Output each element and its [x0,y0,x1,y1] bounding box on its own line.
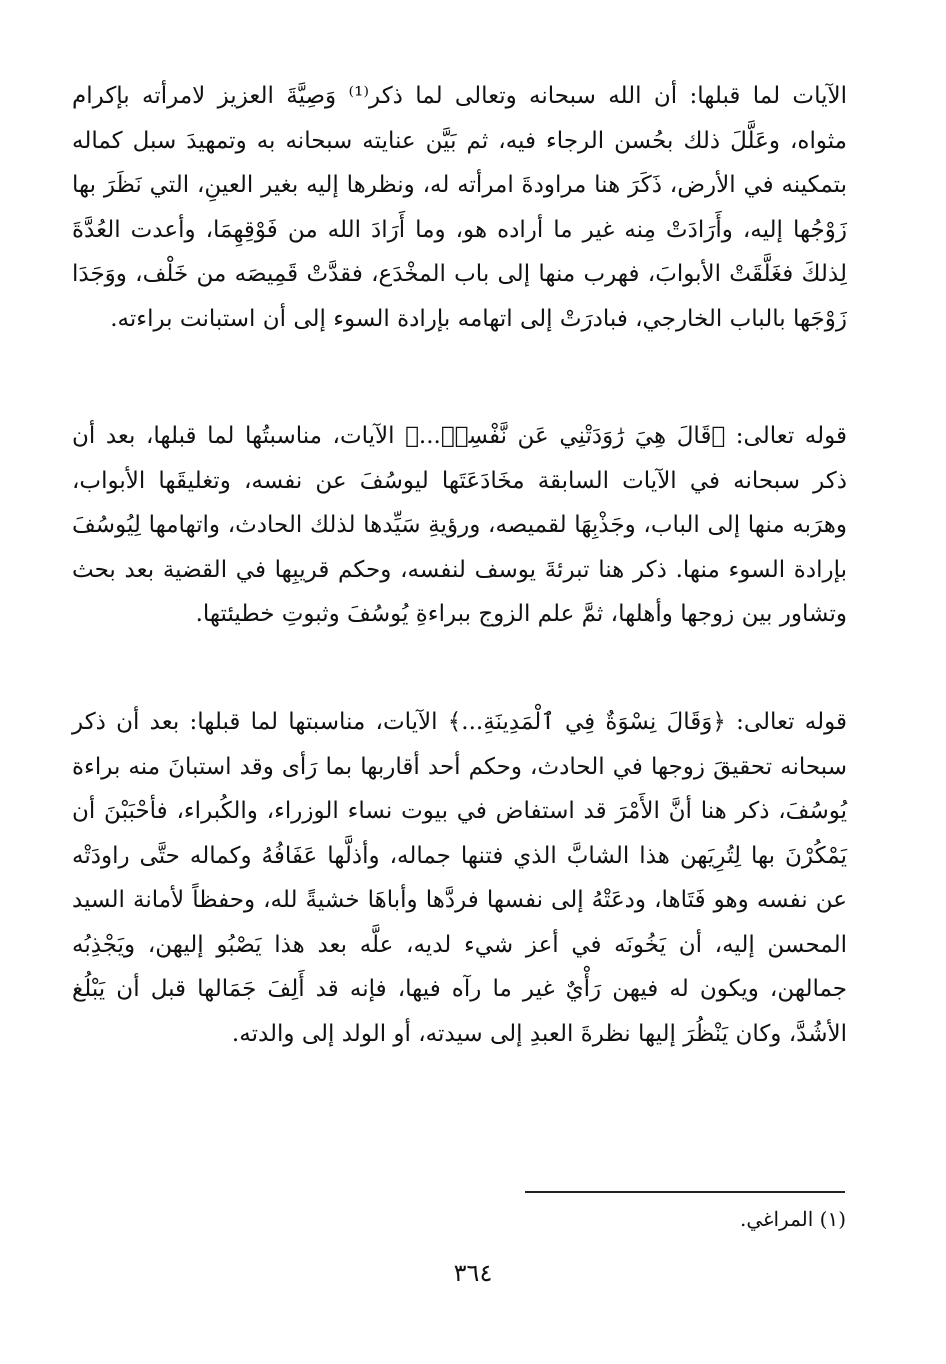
paragraph-3: قوله تعالى: ﴿وَقَالَ نِسْوَةٌ فِي ٱلْمَدِينَةِ...﴾ الآيات، مناسبتها لما قبلها: بعد أن ذكر سبحانه تحقيقَ زوجها في الحادث، وحكم أحد أقاربها بما رَأى وقد استبانَ منه براءة يُوسُفَ، ذكر هنا أنَّ الأَمْرَ قد استفاض في بيوت نساء الوزراء، والكُبراء، فأحْبَبْنَ أن يَمْكُرْنَ بها لِتُرِيَهن هذا الشابَّ الذي فتنها جماله، وأذلَّها عَفَافُهُ وكماله حتَّى راودَتْه عن نفسه وهو فَتَاها، ودعَتْهُ إلى نفسها فردَّها وأباهَا خشيةً لله، وحفظاً لأمانة السيد المحسن إليه، أن يَخُونَه في أعز شيء لديه، علَّه بعد هذا يَصْبُو إليهن، ويَجْذِبُه جمالهن، ويكون له فيهن رَأْيٌ غير ما رآه فيها، فإنه قد أَلِفَ جَمَالها قبل أن يَبْلُغ الأشُدَّ، وكان يَنْظُرَ إليها نظرةَ العبدِ إلى سيدته، أو الولد إلى والدته. [72,709,847,1047]
page-number: ٣٦٤ [453,1259,493,1287]
footnote-separator [525,1191,845,1193]
paragraph-1: الآيات لما قبلها: أن الله سبحانه وتعالى لما ذكر⁽¹⁾ وَصِيَّةَ العزيز لامرأته بإكرام مثواه، وعَلَّلَ ذلك بحُسن الرجاء فيه، ثم بَيَّن عنايته سبحانه به وتمهيدَ سبل كماله بتمكينه في الأرض، ذَكَرَ هنا مراودةَ امرأته له، ونظرها إليه بغير العينِ، التي نَظَرَ بها زَوْجُها إليه، وأَرَادَتْ مِنه غير ما أراده هو، وما أَرَادَ الله من فَوْقِهِمَا، وأعدت العُدَّةَ لِذلكَ فغَلَّقَتْ الأبوابَ، فهرب منها إلى باب المخْدَع، فقدَّتْ قَمِيصَه من خَلْف، ووَجَدَا زَوْجَها بالباب الخارجي، فبادرَتْ إلى اتهامه بإرادة السوء إلى أن استبانت براءته. [72,83,847,332]
paragraph-2: قوله تعالى: ﴿قَالَ هِيَ رَٰوَدَتْنِي عَن نَّفْسِيۚ...﴾ الآيات، مناسبتُها لما قبلها، بعد أن ذكر سبحانه في الآيات السابقة مخَادَعَتَها ليوسُفَ عن نفسه، وتغليقَها الأبواب، وهرَبه منها إلى الباب، وجَذْبِهَا لقميصه، ورؤيةِ سَيِّدها لذلك الحادث، واتهامها لِيُوسُفَ بإرادة السوء منها. ذكر هنا تبرئةَ يوسف لنفسه، وحكم قريبِها في القضية بعد بحث وتشاور بين زوجها وأهلها، ثمَّ علم الزوج ببراءةِ يُوسُفَ وثبوتِ خطيئتها. [72,423,847,627]
footnote: (١) المراغي. [739,1207,846,1231]
